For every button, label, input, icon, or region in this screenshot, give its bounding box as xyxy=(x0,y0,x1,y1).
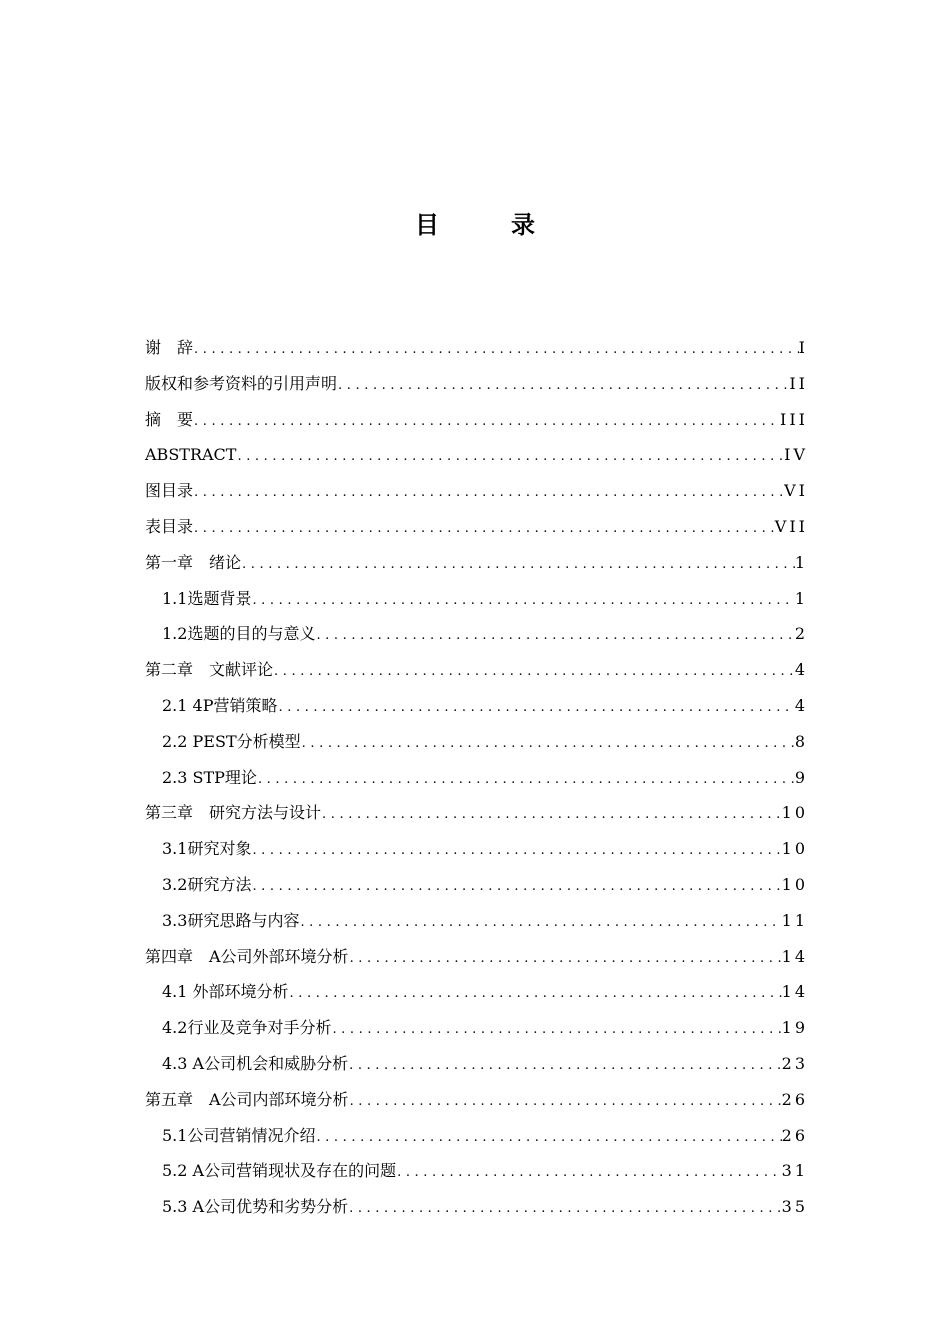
toc-entry-label: 表目录 xyxy=(145,516,194,536)
toc-entry-page-number: 1 xyxy=(794,588,808,608)
toc-entry-page-number: 31 xyxy=(781,1161,808,1181)
toc-entry[interactable] xyxy=(145,581,808,617)
toc-entry[interactable] xyxy=(145,831,808,867)
toc-entry[interactable] xyxy=(145,939,808,975)
toc-entry-label: 2.3 STP理论 xyxy=(162,767,257,787)
toc-entry[interactable] xyxy=(145,974,808,1010)
toc-entry-page-number: 9 xyxy=(794,767,808,787)
toc-entry[interactable] xyxy=(145,867,808,903)
toc-entry[interactable] xyxy=(145,402,808,438)
toc-entry-label: ABSTRACT xyxy=(145,445,237,465)
toc-entry-page-number: 4 xyxy=(794,660,808,680)
toc-entry-label: 第三章 研究方法与设计 xyxy=(145,803,322,823)
toc-dot-leader xyxy=(321,797,782,833)
toc-entry[interactable] xyxy=(145,437,808,473)
toc-entry[interactable] xyxy=(145,545,808,581)
toc-entry[interactable] xyxy=(145,1118,808,1154)
toc-dot-leader xyxy=(241,547,795,583)
toc-entry[interactable] xyxy=(145,509,808,545)
toc-entry-page-number: 19 xyxy=(781,1018,808,1038)
toc-dot-leader xyxy=(315,618,794,654)
table-of-contents xyxy=(145,330,808,1225)
toc-entry-page-number: 10 xyxy=(781,839,808,859)
toc-entry-page-number: 4 xyxy=(794,695,808,715)
toc-entry-label: 3.3研究思路与内容 xyxy=(162,910,300,930)
toc-entry-label: 5.3 A公司优势和劣势分析 xyxy=(162,1197,349,1217)
toc-entry[interactable] xyxy=(145,330,808,366)
toc-entry[interactable] xyxy=(145,688,808,724)
toc-entry[interactable] xyxy=(145,652,808,688)
toc-entry[interactable] xyxy=(145,1046,808,1082)
toc-entry[interactable] xyxy=(145,1082,808,1118)
toc-dot-leader xyxy=(251,869,781,905)
toc-dot-leader xyxy=(251,833,781,869)
toc-entry-page-number: IV xyxy=(784,445,808,465)
toc-dot-leader xyxy=(193,332,799,368)
toc-dot-leader xyxy=(331,1012,781,1048)
toc-entry[interactable] xyxy=(145,1189,808,1225)
toc-entry-page-number: 14 xyxy=(781,982,808,1002)
toc-entry-label: 1.1选题背景 xyxy=(162,588,252,608)
toc-dot-leader xyxy=(251,583,794,619)
toc-dot-leader xyxy=(299,905,781,941)
toc-entry[interactable] xyxy=(145,366,808,402)
toc-entry-label: 1.2选题的目的与意义 xyxy=(162,624,316,644)
toc-entry-page-number: 8 xyxy=(794,731,808,751)
toc-entry[interactable] xyxy=(145,1153,808,1189)
toc-entry-label: 5.1公司营销情况介绍 xyxy=(162,1125,316,1145)
toc-entry-label: 3.1研究对象 xyxy=(162,839,252,859)
toc-dot-leader xyxy=(257,762,795,798)
toc-entry-label: 4.1 外部环境分析 xyxy=(162,982,289,1002)
toc-entry-page-number: I xyxy=(798,338,808,357)
toc-dot-leader xyxy=(349,1084,782,1120)
toc-entry-label: 第五章 A公司内部环境分析 xyxy=(145,1089,349,1109)
toc-dot-leader xyxy=(277,690,794,726)
toc-entry-label: 谢 辞 xyxy=(145,338,194,357)
toc-entry-page-number: 2 xyxy=(794,624,808,644)
toc-entry-label: 摘 要 xyxy=(145,409,194,429)
toc-dot-leader xyxy=(236,439,784,475)
toc-entry-page-number: 26 xyxy=(781,1089,808,1109)
toc-entry-label: 图目录 xyxy=(145,481,194,501)
toc-entry-label: 第二章 文献评论 xyxy=(145,660,274,680)
toc-entry[interactable] xyxy=(145,903,808,939)
page-title: 目 录 xyxy=(415,211,559,239)
toc-entry-page-number: II xyxy=(789,373,808,393)
toc-entry-label: 第四章 A公司外部环境分析 xyxy=(145,946,349,966)
toc-entry-page-number: III xyxy=(780,409,808,429)
toc-entry-label: 4.3 A公司机会和威胁分析 xyxy=(162,1053,349,1073)
toc-dot-leader xyxy=(193,404,780,440)
toc-entry-page-number: 10 xyxy=(781,803,808,823)
toc-entry[interactable] xyxy=(145,724,808,760)
toc-entry-page-number: 26 xyxy=(781,1125,808,1145)
toc-entry-page-number: VII xyxy=(774,516,808,536)
toc-entry-label: 2.1 4P营销策略 xyxy=(162,695,278,715)
toc-dot-leader xyxy=(289,976,782,1012)
toc-entry[interactable] xyxy=(145,473,808,509)
toc-entry-page-number: 10 xyxy=(781,874,808,894)
toc-dot-leader xyxy=(348,1191,782,1227)
toc-entry[interactable] xyxy=(145,795,808,831)
toc-entry-label: 4.2行业及竞争对手分析 xyxy=(162,1018,332,1038)
toc-dot-leader xyxy=(349,941,782,977)
toc-dot-leader xyxy=(315,1120,781,1156)
toc-entry[interactable] xyxy=(145,616,808,652)
toc-entry[interactable] xyxy=(145,1010,808,1046)
toc-entry-page-number: 11 xyxy=(781,910,808,930)
toc-dot-leader xyxy=(337,368,789,404)
toc-entry-page-number: 23 xyxy=(781,1053,808,1073)
toc-dot-leader xyxy=(348,1048,782,1084)
toc-dot-leader xyxy=(396,1155,782,1191)
toc-entry-label: 2.2 PEST分析模型 xyxy=(162,731,301,751)
toc-dot-leader xyxy=(273,654,795,690)
toc-entry[interactable] xyxy=(145,760,808,796)
toc-entry-page-number: 1 xyxy=(794,552,808,572)
toc-entry-page-number: 35 xyxy=(781,1197,808,1217)
toc-entry-label: 5.2 A公司营销现状及存在的问题 xyxy=(162,1161,397,1181)
toc-entry-label: 第一章 绪论 xyxy=(145,552,242,572)
toc-entry-page-number: VI xyxy=(784,481,808,501)
toc-dot-leader xyxy=(193,511,775,547)
toc-entry-page-number: 14 xyxy=(781,946,808,966)
toc-dot-leader xyxy=(301,726,795,762)
toc-entry-label: 版权和参考资料的引用声明 xyxy=(145,373,338,393)
toc-dot-leader xyxy=(193,475,784,511)
toc-entry-label: 3.2研究方法 xyxy=(162,874,252,894)
